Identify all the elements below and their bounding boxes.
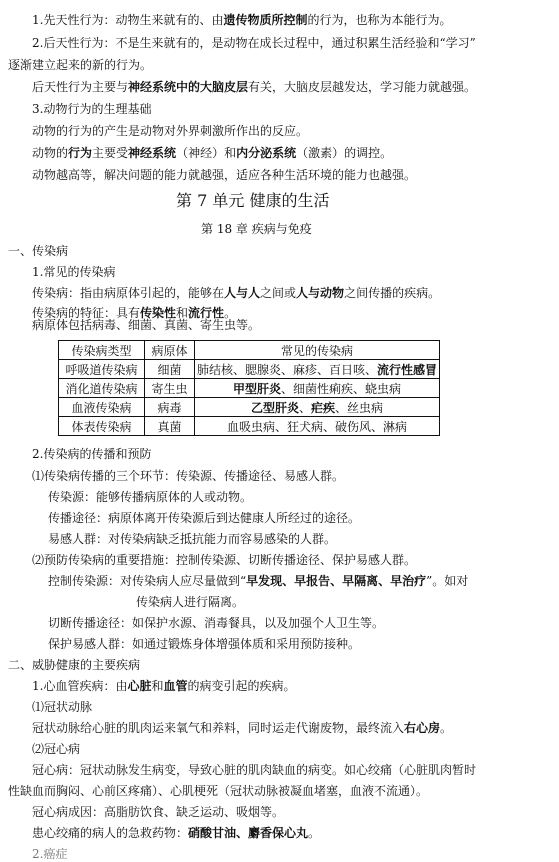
chapter-title: 第 18 章 疾病与免疫 (201, 222, 312, 236)
text-line: 传染源：能够传播病原体的人或动物。 (48, 490, 253, 504)
pathogens-text: 病原体包括病毒、细菌、真菌、寄生虫等。 (32, 318, 261, 332)
table-row (59, 417, 440, 436)
unit-title: 第 7 单元 健康的生活 (176, 191, 330, 210)
text-line: 动物的行为的产生是动物对外界刺激所作出的反应。 (32, 124, 309, 138)
table-cell: 细菌 (144, 360, 194, 379)
table-cell: 乙型肝炎、疟疾、丝虫病 (194, 398, 439, 417)
text-line: 后天性行为主要与神经系统中的大脑皮层有关，大脑皮层越发达，学习能力就越强。 (32, 80, 477, 94)
table-cell: 病毒 (144, 398, 194, 417)
text-line: 患心绞痛的病人的急救药物：硝酸甘油、麝香保心丸。 (32, 826, 321, 840)
text-line: 冠状动脉给心脏的肌肉运来氧气和养料，同时运走代谢废物，最终流入右心房。 (32, 721, 453, 735)
text-line: 传染病的特征：具有传染性和流行性。 (32, 306, 237, 320)
text-line: 冠心病成因：高脂肪饮食、缺乏运动、吸烟等。 (32, 805, 285, 819)
text-line: 传染病人进行隔离。 (136, 595, 245, 609)
text-line: 保护易感人群：如通过锻炼身体增强体质和采用预防接种。 (48, 637, 361, 651)
text-line: 1.常见的传染病 (32, 265, 116, 279)
table-cell: 体表传染病 (59, 417, 145, 436)
text-line: ⑴冠状动脉 (32, 700, 93, 714)
table-cell: 甲型肝炎、细菌性痢疾、蛲虫病 (194, 379, 439, 398)
text-line: 1.先天性行为：动物生来就有的、由遗传物质所控制的行为，也称为本能行为。 (32, 13, 452, 27)
table-row (59, 379, 440, 398)
text-line: 性缺血而胸闷、心前区疼痛）、心肌梗死（冠状动脉被凝血堵塞，血液不流通）。 (8, 784, 429, 798)
text-line: 控制传染源：对传染病人应尽量做到“早发现、早报告、早隔离、早治疗”。如对 (48, 574, 469, 588)
table-cell: 消化道传染病 (59, 379, 145, 398)
table-cell: 肺结核、腮腺炎、麻疹、百日咳、流行性感冒 (194, 360, 439, 379)
text-line: 冠心病：冠状动脉发生病变，导致心脏的肌肉缺血的病变。如心绞痛（心脏肌肉暂时 (32, 763, 477, 777)
text-line: 易感人群：对传染病缺乏抵抗能力而容易感染的人群。 (48, 532, 337, 546)
table-header-row (59, 341, 440, 360)
table-cell: 寄生虫 (144, 379, 194, 398)
table-header-cell: 病原体 (144, 341, 194, 360)
text-line: ⑴传染病传播的三个环节：传染源、传播途径、易感人群。 (32, 469, 345, 483)
text-line: 3.动物行为的生理基础 (32, 102, 152, 116)
table-cell: 血吸虫病、狂犬病、破伤风、淋病 (194, 417, 439, 436)
table-cell: 呼吸道传染病 (59, 360, 145, 379)
text-line: 动物的行为主要受神经系统（神经）和内分泌系统（激素）的调控。 (32, 146, 393, 160)
text-line: ⑵冠心病 (32, 742, 81, 756)
table-row (59, 360, 440, 379)
table-row (59, 398, 440, 417)
text-line: ⑵预防传染病的重要措施：控制传染源、切断传播途径、保护易感人群。 (32, 553, 417, 567)
text-line: 1.心血管疾病：由心脏和血管的病变引起的疾病。 (32, 679, 296, 693)
section-heading: 一、传染病 (8, 244, 69, 258)
text-line: 传播途径：病原体离开传染源后到达健康人所经过的途径。 (48, 511, 361, 525)
text-line: 传染病：指由病原体引起的，能够在人与人之间或人与动物之间传播的疾病。 (32, 286, 441, 300)
text-line: 逐渐建立起来的新的行为。 (8, 58, 153, 72)
table-header-cell: 常见的传染病 (194, 341, 439, 360)
text-line: 切断传播途径：如保护水源、消毒餐具，以及加强个人卫生等。 (48, 616, 385, 630)
disease-table (58, 340, 440, 436)
section-heading: 二、威胁健康的主要疾病 (8, 658, 141, 672)
text-line: 动物越高等，解决问题的能力就越强，适应各种生活环境的能力也越强。 (32, 168, 417, 182)
table-cell: 真菌 (144, 417, 194, 436)
text-line: 2.癌症 (32, 847, 68, 861)
table-cell: 血液传染病 (59, 398, 145, 417)
text-line: 2.后天性行为：不是生来就有的，是动物在成长过程中，通过积累生活经验和“学习” (32, 36, 476, 50)
table-header-cell: 传染病类型 (59, 341, 145, 360)
text-line: 2.传染病的传播和预防 (32, 447, 152, 461)
